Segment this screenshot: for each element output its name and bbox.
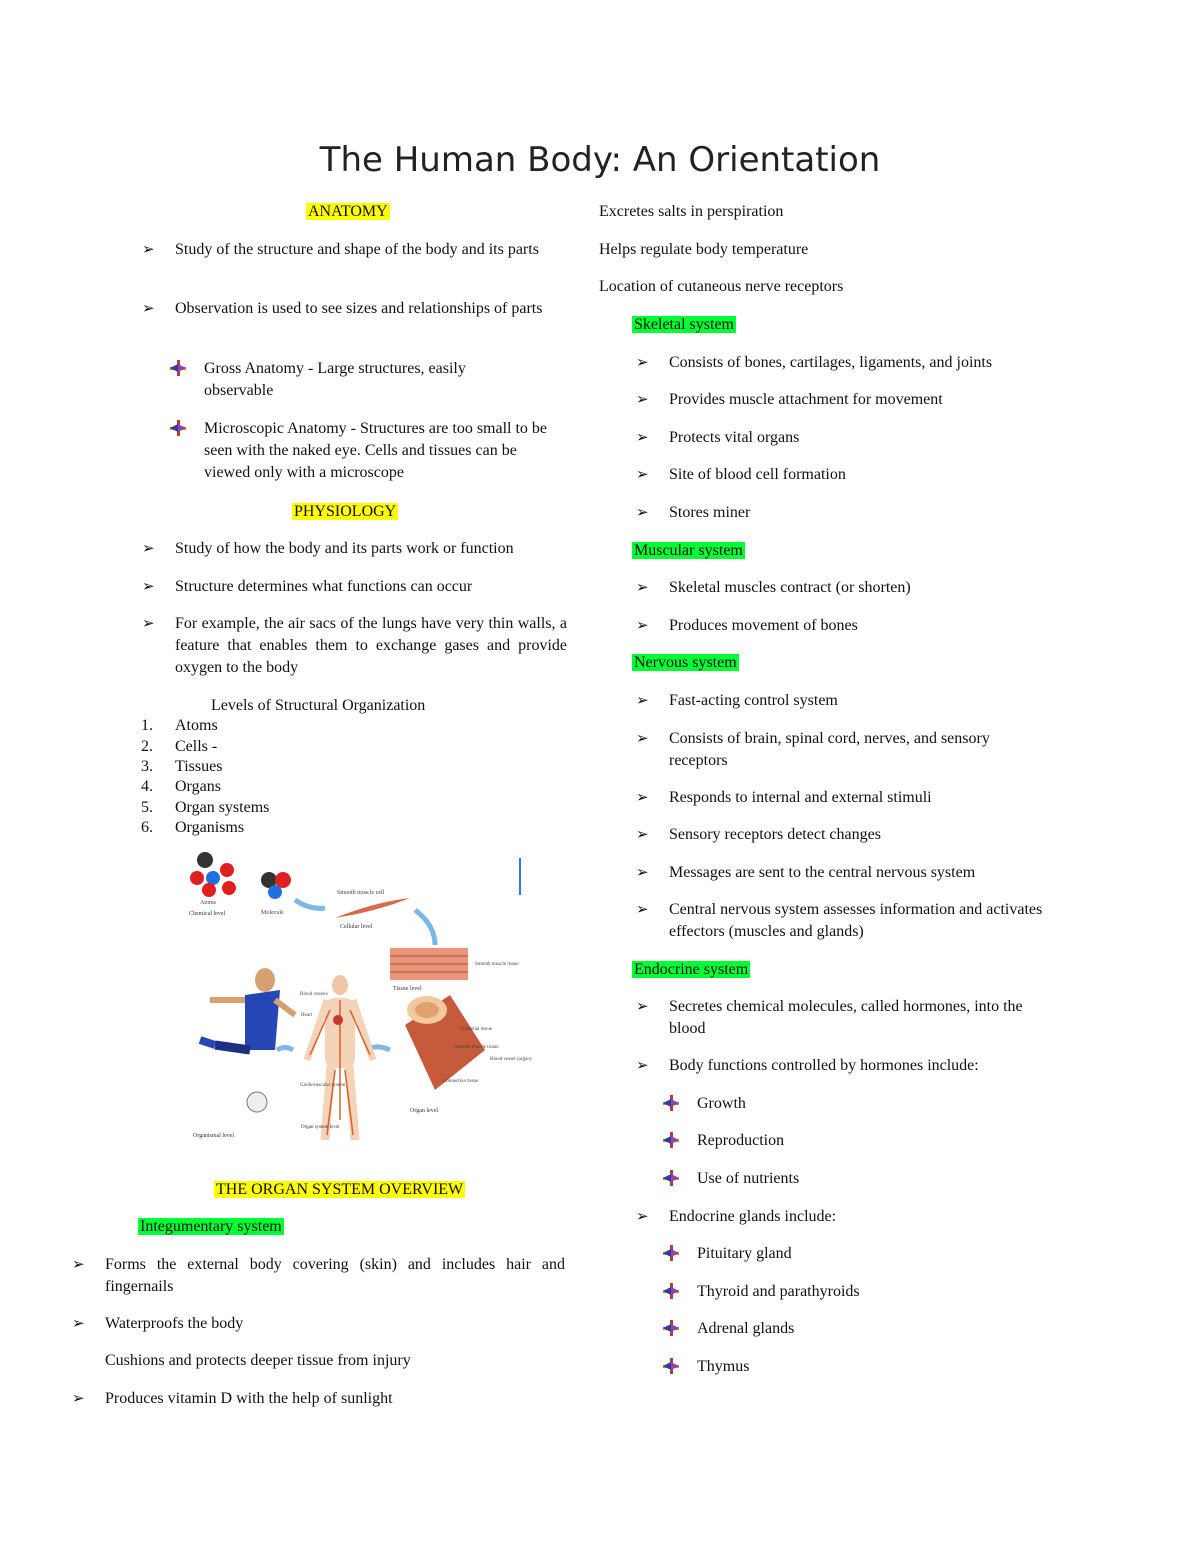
list-item: Produces movement of bones [669,617,858,634]
list-item: Secretes chemical molecules, called hormones, into the blood [669,998,1023,1037]
list-item: Sensory receptors detect changes [669,826,881,843]
sub-bullet-icon [663,1132,679,1148]
list-item: Organs [175,778,221,795]
figure-label: Molecule [261,910,284,916]
list-item: Waterproofs the body [105,1315,244,1332]
list-number: 3. [141,758,153,775]
arrow-bullet-icon: ➢ [636,865,649,881]
page-title: The Human Body: An Orientation [319,140,881,180]
list-item: Study of how the body and its parts work or function [175,540,514,557]
arrow-bullet-icon: ➢ [636,430,649,446]
list-number: 6. [141,819,153,836]
list-item: Microscopic Anatomy - Structures are too small to be seen with the naked eye. Cells and tissues can be viewed only with a microscope [204,420,548,481]
figure-label: Smooth muscle tissue [455,1045,499,1050]
arrow-bullet-icon: ➢ [636,693,649,709]
list-number: 4. [141,778,153,795]
figure-label: Heart [301,1013,313,1018]
list-item: Site of blood cell formation [669,466,846,483]
anatomy-heading: ANATOMY [308,203,388,220]
list-item: Reproduction [697,1132,785,1149]
list-item: Provides muscle attachment for movement [669,391,943,408]
physiology-heading: PHYSIOLOGY [294,503,397,520]
list-number: 5. [141,799,153,816]
arrow-bullet-icon: ➢ [636,1058,649,1074]
list-item: Tissues [175,758,223,775]
list-item: Adrenal glands [697,1320,795,1337]
figure-label: Cardiovascular system [300,1083,346,1088]
figure-label: Organ system level [301,1125,340,1130]
list-item: Cushions and protects deeper tissue from injury [105,1352,411,1369]
sub-bullet-icon [663,1358,679,1374]
sub-bullet-icon [170,420,186,436]
sub-bullet-icon [663,1095,679,1111]
arrow-bullet-icon: ➢ [636,467,649,483]
list-item: Pituitary gland [697,1245,792,1262]
list-item: Endocrine glands include: [669,1208,837,1225]
list-number: 1. [141,717,153,734]
list-item: Body functions controlled by hormones include: [669,1057,979,1074]
figure-label: Organ level [410,1108,439,1114]
arrow-bullet-icon: ➢ [142,541,155,557]
list-item: Consists of brain, spinal cord, nerves, and sensory receptors [669,730,990,769]
list-item: Protects vital organs [669,429,800,446]
arrow-bullet-icon: ➢ [636,618,649,634]
sub-bullet-icon [663,1170,679,1186]
arrow-bullet-icon: ➢ [142,616,155,632]
arrow-bullet-icon: ➢ [142,242,155,258]
figure-label: Blood vessels [300,992,328,997]
arrow-bullet-icon: ➢ [636,902,649,918]
list-item: Produces vitamin D with the help of sunlight [105,1390,393,1407]
figure-label: Atoms [200,900,217,906]
list-item: Stores miner [669,504,751,521]
list-item: Organisms [175,819,245,836]
list-item: Consists of bones, cartilages, ligaments, and joints [669,354,993,371]
sub-bullet-icon [170,360,186,376]
integumentary-heading: Integumentary system [140,1218,282,1235]
figure-label: Cellular level [340,924,373,930]
nervous-heading: Nervous system [634,654,737,671]
sub-bullet-icon [663,1320,679,1336]
arrow-bullet-icon: ➢ [142,579,155,595]
list-item: Use of nutrients [697,1170,800,1187]
organ-overview-heading: THE ORGAN SYSTEM OVERVIEW [216,1181,464,1198]
figure-label: Smooth muscle tissue [475,962,519,967]
sub-bullet-icon [663,1283,679,1299]
arrow-bullet-icon: ➢ [72,1316,85,1332]
sub-bullet-icon [663,1245,679,1261]
list-item: Study of the structure and shape of the body and its parts [175,241,539,258]
list-item: Responds to internal and external stimuli [669,789,932,806]
figure-label: Connective tissue [443,1079,479,1084]
list-item: Thyroid and parathyroids [697,1283,860,1300]
text-line: Excretes salts in perspiration [599,203,784,220]
arrow-bullet-icon: ➢ [636,731,649,747]
structural-organization-figure [185,850,532,1162]
figure-label: Tissue level [393,986,422,992]
text-line: Location of cutaneous nerve receptors [599,278,844,295]
endocrine-heading: Endocrine system [634,961,749,978]
list-item: For example, the air sacs of the lungs have very thin walls, a feature that enables them to exchange gases and provide oxygen to the body [175,615,567,676]
arrow-bullet-icon: ➢ [636,580,649,596]
list-item: Forms the external body covering (skin) and includes hair and fingernails [105,1256,565,1295]
arrow-bullet-icon: ➢ [636,355,649,371]
arrow-bullet-icon: ➢ [636,999,649,1015]
list-item: Gross Anatomy - Large structures, easily observable [204,360,466,399]
list-item: Structure determines what functions can occur [175,578,473,595]
list-item: Skeletal muscles contract (or shorten) [669,579,911,596]
list-item: Cells - [175,738,218,755]
levels-heading: Levels of Structural Organization [211,697,426,714]
arrow-bullet-icon: ➢ [636,790,649,806]
list-item: Thymus [697,1358,750,1375]
figure-label: Epithelial tissue [460,1027,493,1032]
figure-label: Smooth muscle cell [337,890,385,896]
figure-label: Organismal level [193,1133,235,1139]
arrow-bullet-icon: ➢ [636,827,649,843]
list-item: Fast-acting control system [669,692,838,709]
text-line: Helps regulate body temperature [599,241,809,258]
arrow-bullet-icon: ➢ [72,1391,85,1407]
arrow-bullet-icon: ➢ [636,505,649,521]
arrow-bullet-icon: ➢ [72,1257,85,1273]
list-item: Observation is used to see sizes and relationships of parts [175,300,543,317]
list-item: Growth [697,1095,746,1112]
list-number: 2. [141,738,153,755]
arrow-bullet-icon: ➢ [142,301,155,317]
figure-label: Chemical level [189,911,226,917]
list-item: Central nervous system assesses information and activates effectors (muscles and glands) [669,901,1043,940]
list-item: Messages are sent to the central nervous system [669,864,976,881]
arrow-bullet-icon: ➢ [636,1209,649,1225]
skeletal-heading: Skeletal system [634,316,734,333]
figure-label: Blood vessel (organ) [490,1057,532,1062]
list-item: Organ systems [175,799,270,816]
arrow-bullet-icon: ➢ [636,392,649,408]
list-item: Atoms [175,717,218,734]
muscular-heading: Muscular system [634,542,743,559]
